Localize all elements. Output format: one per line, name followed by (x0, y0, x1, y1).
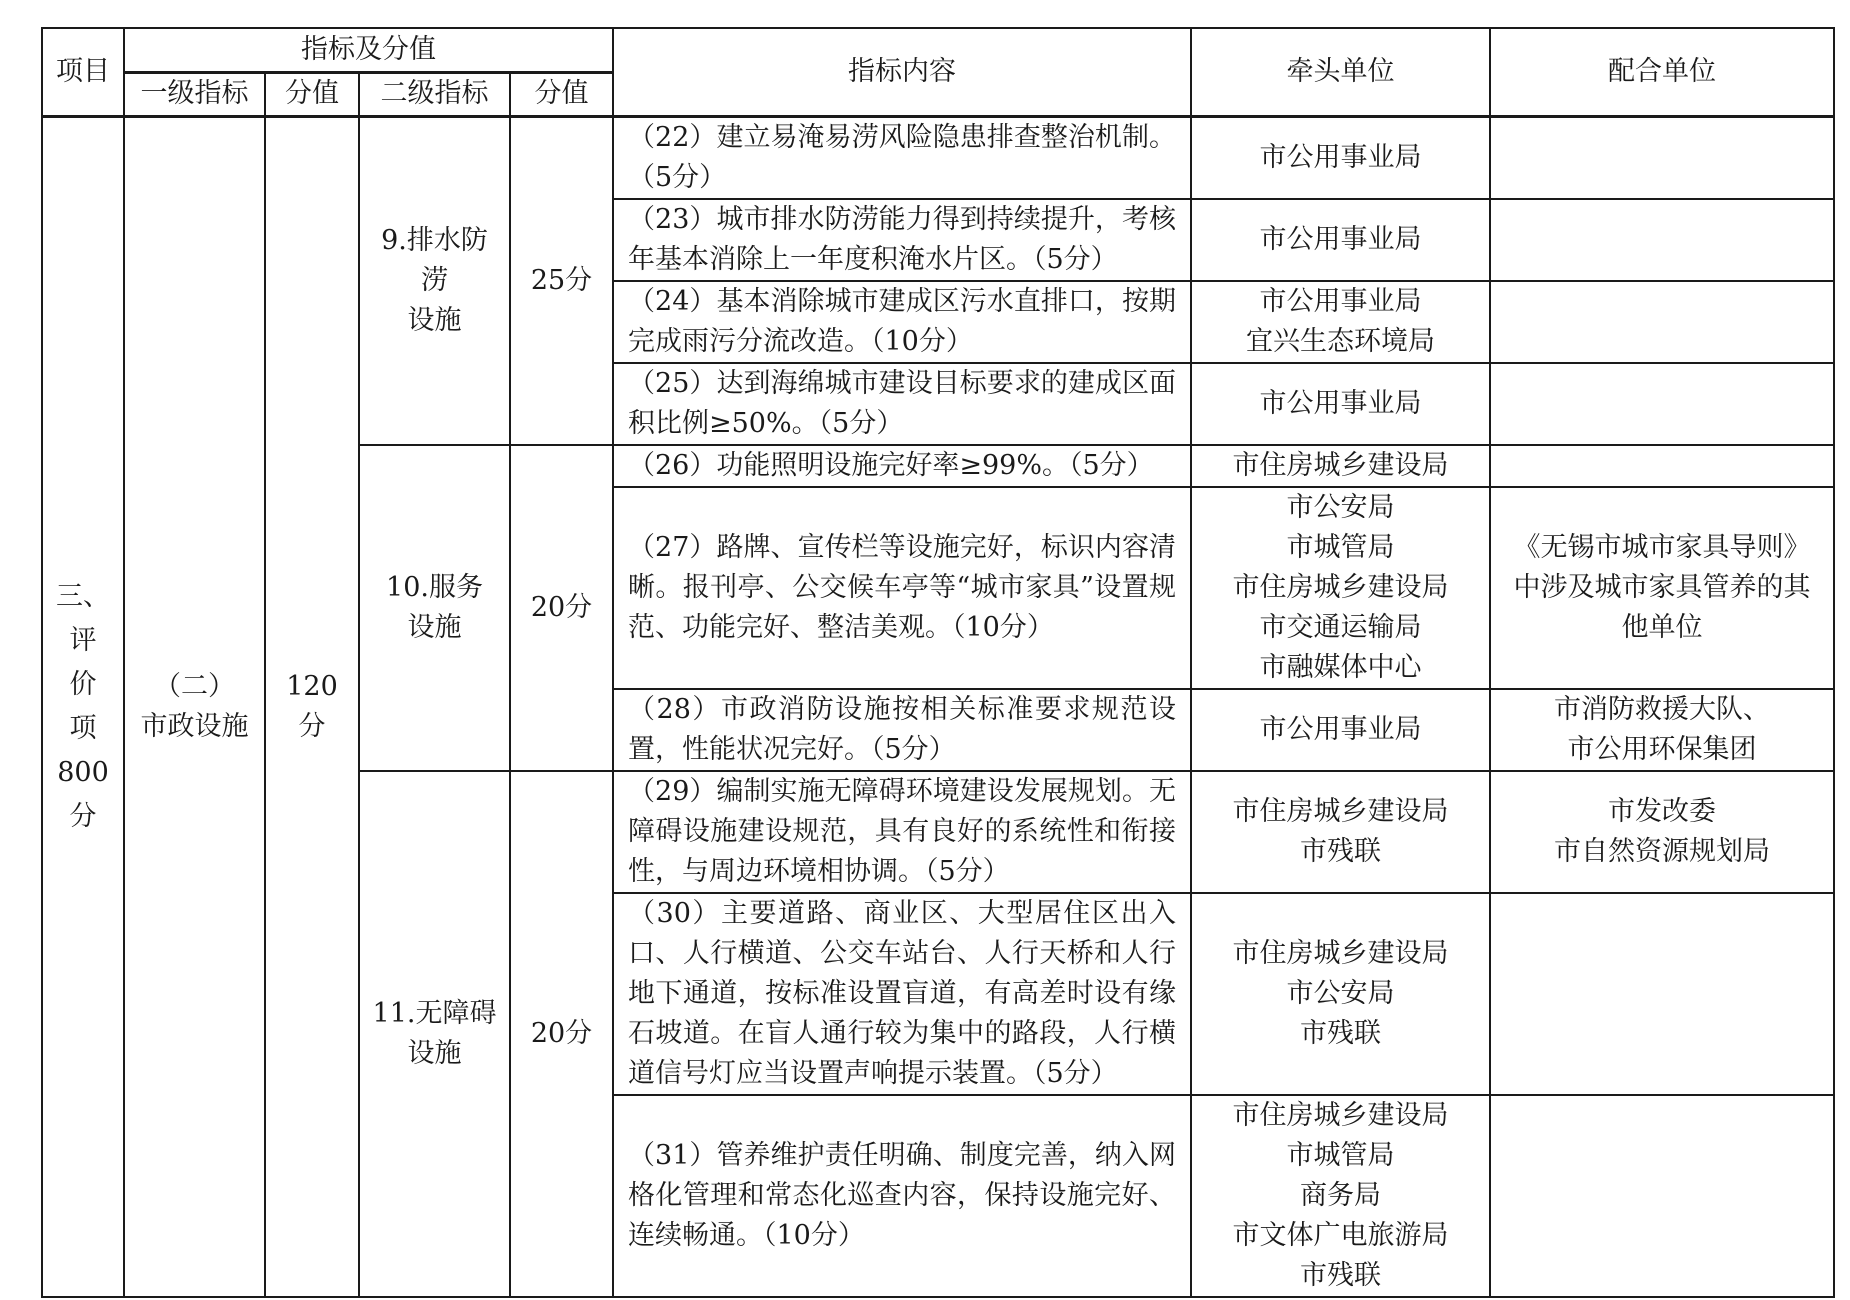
coop-unit (1490, 116, 1834, 199)
coop-unit (1490, 199, 1834, 281)
header-lead-unit: 牵头单位 (1191, 28, 1490, 116)
indicator-content: （24）基本消除城市建成区污水直排口，按期完成雨污分流改造。（10分） (613, 281, 1191, 363)
level2-name-drainage: 9.排水防涝 设施 (359, 116, 510, 445)
header-level2: 二级指标 (359, 72, 510, 116)
indicator-content: （31）管养维护责任明确、制度完善，纳入网格化管理和常态化巡查内容，保持设施完好、连续畅通。（10分） (613, 1095, 1191, 1297)
level2-score-drainage: 25分 (510, 116, 613, 445)
header-coop-unit: 配合单位 (1490, 28, 1834, 116)
indicator-content: （29）编制实施无障碍环境建设发展规划。无障碍设施建设规范，具有良好的系统性和衔接性，与周边环境相协调。（5分） (613, 771, 1191, 893)
level2-name-accessibility: 11.无障碍 设施 (359, 771, 510, 1297)
lead-unit: 市住房城乡建设局 市残联 (1191, 771, 1490, 893)
level2-score-accessibility: 20分 (510, 771, 613, 1297)
coop-unit (1490, 281, 1834, 363)
level1-score: 120分 (265, 116, 359, 1297)
lead-unit: 市公用事业局 (1191, 689, 1490, 771)
indicator-content: （30）主要道路、商业区、大型居住区出入口、人行横道、公交车站台、人行天桥和人行地下通道，按标准设置盲道，有高差时设有缘石坡道。在盲人通行较为集中的路段，人行横道信号灯应当设置声响提示装置。（5分） (613, 893, 1191, 1095)
level1-name: （二） 市政设施 (124, 116, 265, 1297)
indicator-content: （26）功能照明设施完好率≥99%。（5分） (613, 445, 1191, 487)
indicator-content: （28）市政消防设施按相关标准要求规范设置，性能状况完好。（5分） (613, 689, 1191, 771)
coop-unit (1490, 1095, 1834, 1297)
indicator-content: （27）路牌、宣传栏等设施完好，标识内容清晰。报刊亭、公交候车亭等“城市家具”设置规范、功能完好、整洁美观。（10分） (613, 487, 1191, 689)
coop-unit: 《无锡市城市家具导则》中涉及城市家具管养的其他单位 (1490, 487, 1834, 689)
lead-unit: 市公用事业局 (1191, 199, 1490, 281)
indicator-content: （22）建立易淹易涝风险隐患排查整治机制。（5分） (613, 116, 1191, 199)
lead-unit: 市公用事业局 宜兴生态环境局 (1191, 281, 1490, 363)
header-score2: 分值 (510, 72, 613, 116)
header-score: 分值 (265, 72, 359, 116)
header-indicators-group: 指标及分值 (124, 28, 613, 72)
header-level1: 一级指标 (124, 72, 265, 116)
coop-unit (1490, 445, 1834, 487)
lead-unit: 市公用事业局 (1191, 116, 1490, 199)
level2-score-service: 20分 (510, 445, 613, 771)
coop-unit (1490, 893, 1834, 1095)
coop-unit (1490, 363, 1834, 445)
coop-unit: 市发改委 市自然资源规划局 (1490, 771, 1834, 893)
lead-unit: 市住房城乡建设局 市公安局 市残联 (1191, 893, 1490, 1095)
lead-unit: 市公安局 市城管局 市住房城乡建设局 市交通运输局 市融媒体中心 (1191, 487, 1490, 689)
project-cell: 三、 评 价 项 800分 (42, 116, 124, 1297)
lead-unit: 市公用事业局 (1191, 363, 1490, 445)
indicator-content: （25）达到海绵城市建设目标要求的建成区面积比例≥50%。（5分） (613, 363, 1191, 445)
level2-name-service: 10.服务 设施 (359, 445, 510, 771)
header-project: 项目 (42, 28, 124, 116)
lead-unit: 市住房城乡建设局 市城管局 商务局 市文体广电旅游局 市残联 (1191, 1095, 1490, 1297)
header-content: 指标内容 (613, 28, 1191, 116)
lead-unit: 市住房城乡建设局 (1191, 445, 1490, 487)
indicator-table (41, 27, 1835, 1298)
coop-unit: 市消防救援大队、 市公用环保集团 (1490, 689, 1834, 771)
indicator-content: （23）城市排水防涝能力得到持续提升，考核年基本消除上一年度积淹水片区。（5分） (613, 199, 1191, 281)
